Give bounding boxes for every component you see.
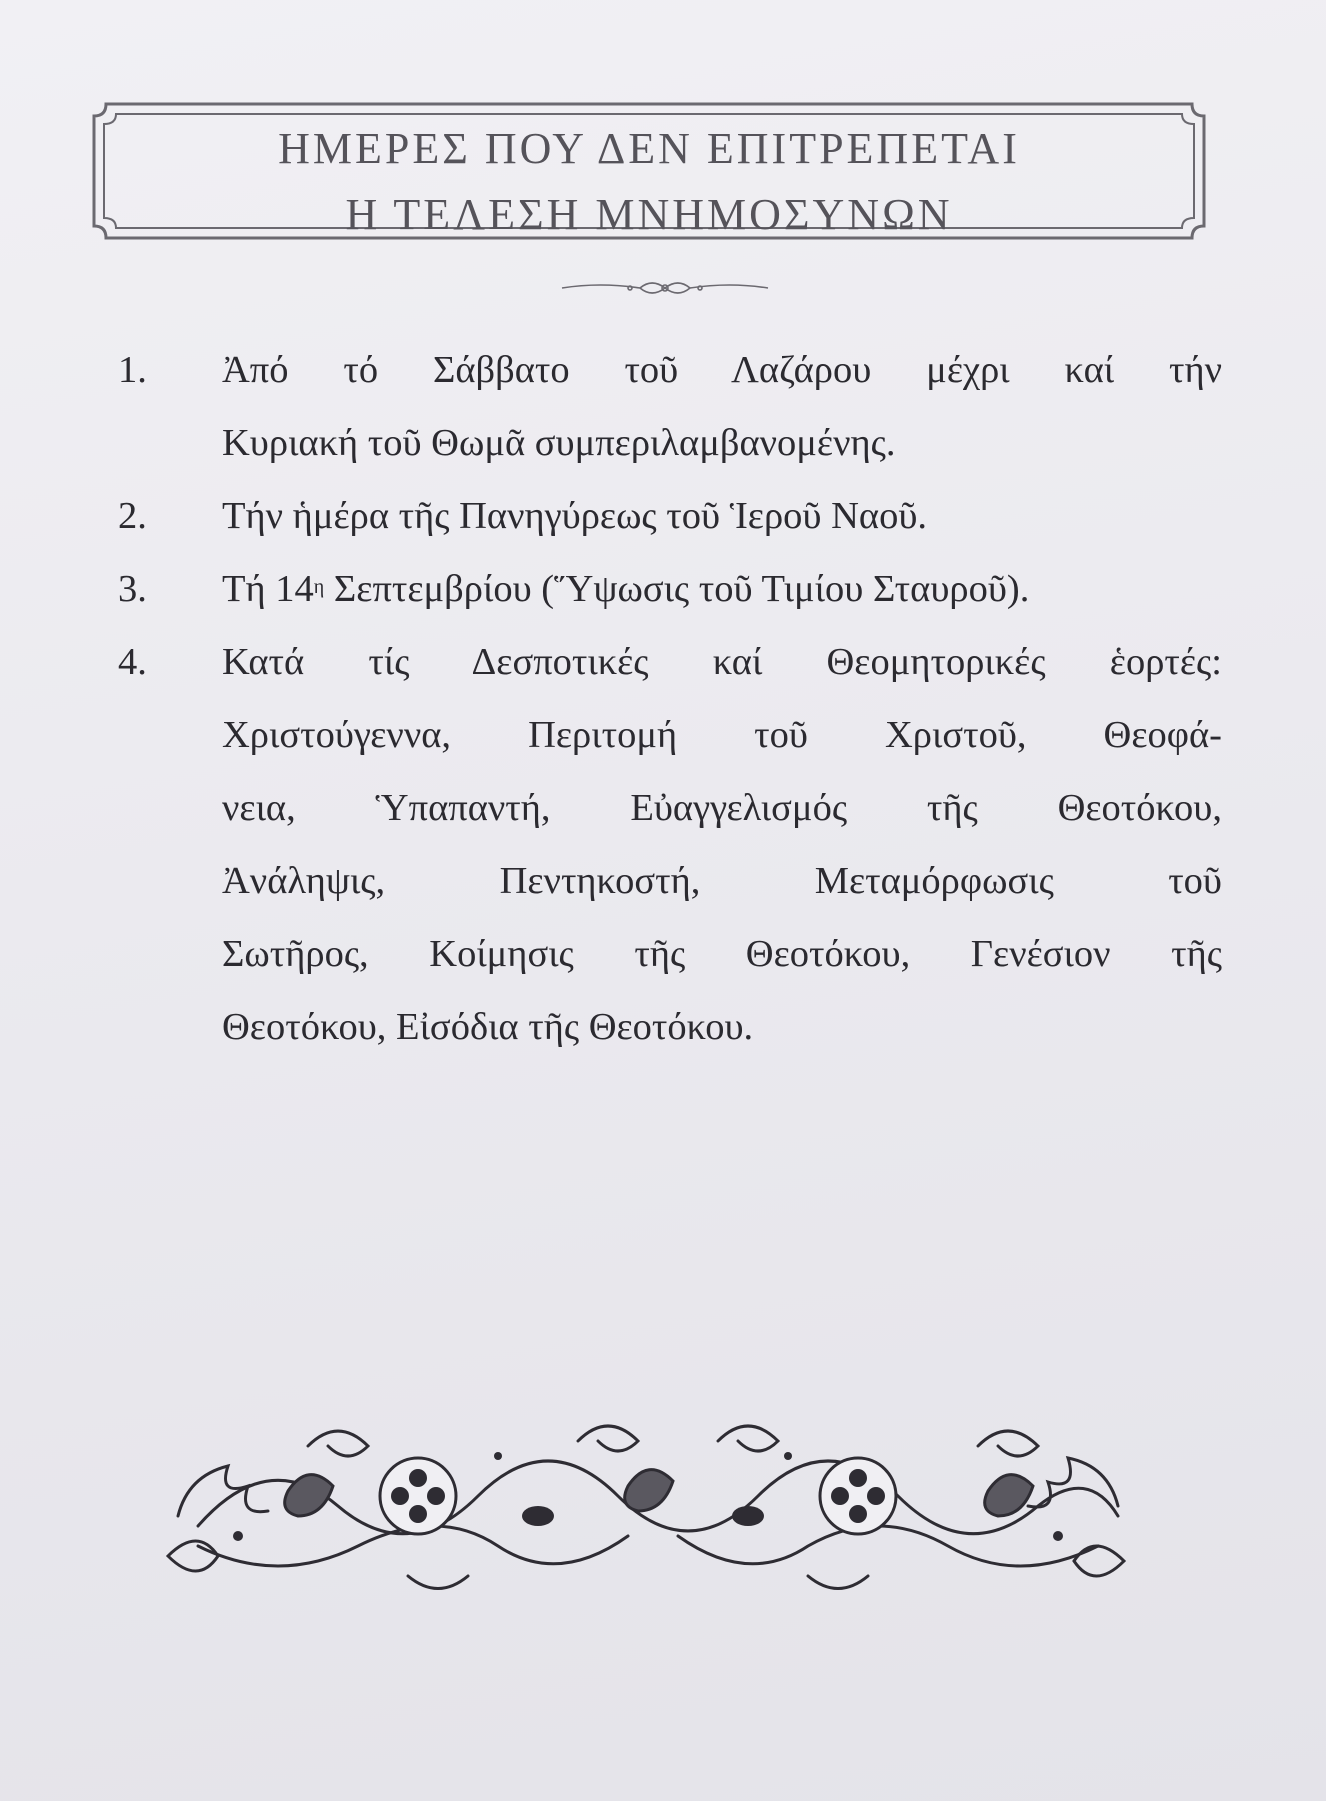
- list-item-text-before: Τή 14: [222, 568, 314, 610]
- list-item-number: 2.: [118, 495, 147, 537]
- list-item: [118, 480, 1218, 553]
- list-item-text: [222, 553, 1222, 626]
- ordinal-superscript: η: [313, 576, 325, 598]
- list-item-line: Κατά τίς Δεσποτικές καί Θεομητορικές ἑορτές:: [222, 641, 1222, 683]
- page-title: [84, 116, 1214, 248]
- small-divider-ornament: [560, 276, 770, 300]
- list-item-number: 4.: [118, 641, 147, 683]
- list-item-text: [222, 334, 1222, 480]
- list-item-line: Τήν ἡμέρα τῆς Πανηγύρεως τοῦ Ἱεροῦ Ναοῦ.: [222, 495, 928, 537]
- list-item: [118, 626, 1222, 1064]
- title-line-1: ΗΜΕΡΕΣ ΠΟΥ ΔΕΝ ΕΠΙΤΡΕΠΕΤΑΙ: [278, 124, 1020, 173]
- title-line-2: Η ΤΕΛΕΣΗ ΜΝΗΜΟΣΥΝΩΝ: [345, 190, 953, 239]
- list-item-line: Κυριακή τοῦ Θωμᾶ συμπεριλαμβανομένης.: [222, 422, 896, 464]
- list-item-line: Χριστούγεννα, Περιτομή τοῦ Χριστοῦ, Θεοφά-: [222, 714, 1222, 756]
- list-item-number: 3.: [118, 568, 147, 610]
- list-item-line: Ἀπό τό Σάββατο τοῦ Λαζάρου μέχρι καί τήν: [222, 349, 1222, 391]
- list-item: [118, 334, 1222, 480]
- list-item-line: Θεοτόκου, Εἰσόδια τῆς Θεοτόκου.: [222, 1006, 754, 1048]
- list-item-line: Ἀνάληψις, Πεντηκοστή, Μεταμόρφωσις τοῦ: [222, 860, 1222, 902]
- list-item-text-after: Σεπτεμβρίου (Ὕψωσις τοῦ Τιμίου Σταυροῦ).: [324, 568, 1030, 610]
- restricted-days-list: [118, 334, 1222, 1064]
- list-item-line: νεια, Ὑπαπαντή, Εὐαγγελισμός τῆς Θεοτόκου,: [222, 787, 1222, 829]
- floral-border-ornament: [158, 1386, 1134, 1608]
- title-frame: [84, 96, 1214, 246]
- list-item-text: [222, 480, 1222, 553]
- list-item: [118, 553, 1218, 626]
- list-item-line: Σωτῆρος, Κοίμησις τῆς Θεοτόκου, Γενέσιον τῆς: [222, 933, 1222, 975]
- list-item-text: [222, 626, 1222, 1064]
- list-item-number: 1.: [118, 349, 147, 391]
